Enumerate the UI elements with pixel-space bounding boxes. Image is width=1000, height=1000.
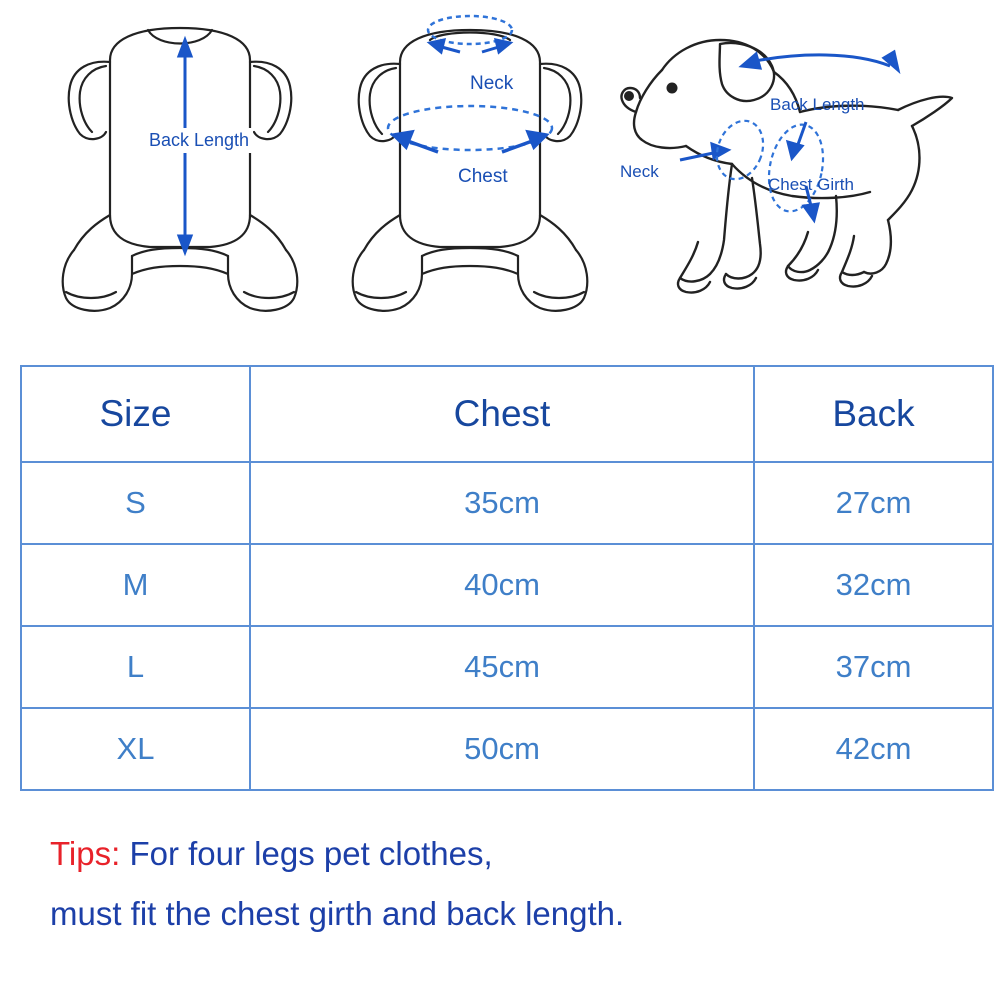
front-view-drawing [40,0,320,330]
table-row [21,708,993,790]
label-chest-girth: Chest Girth [768,175,854,194]
dog-drawing [600,0,960,330]
back-view-drawing [330,0,610,330]
cell-size: M [21,544,250,626]
cell-chest: 40cm [250,544,754,626]
label-neck: Neck [470,73,514,94]
cell-back: 37cm [754,626,993,708]
cell-back: 32cm [754,544,993,626]
cell-chest: 35cm [250,462,754,544]
cell-size: S [21,462,250,544]
cell-back: 27cm [754,462,993,544]
pet-clothes-front-view [40,0,320,330]
table-header-row [21,366,993,462]
label-chest: Chest [458,166,508,187]
cell-size: XL [21,708,250,790]
diagram-row [0,0,1000,350]
dog-measurement-illustration [600,0,960,330]
table-head [21,366,993,462]
header-back: Back [754,366,993,462]
pet-clothes-back-view [330,0,610,330]
cell-chest: 45cm [250,626,754,708]
header-chest: Chest [250,366,754,462]
tips-block [50,830,970,938]
table-row [21,462,993,544]
size-table [20,365,994,791]
cell-chest: 50cm [250,708,754,790]
label-neck: Neck [620,162,659,181]
table-body [21,462,993,790]
cell-back: 42cm [754,708,993,790]
tips-line-2: must fit the chest girth and back length. [50,894,625,932]
table-row [21,544,993,626]
label-back-length: Back Length [145,128,253,153]
tips-keyword: Tips: [50,835,121,872]
table-row [21,626,993,708]
label-back-length: Back Length [770,95,865,114]
tips-line-1: For four legs pet clothes, [120,835,493,872]
cell-size: L [21,626,250,708]
header-size: Size [21,366,250,462]
